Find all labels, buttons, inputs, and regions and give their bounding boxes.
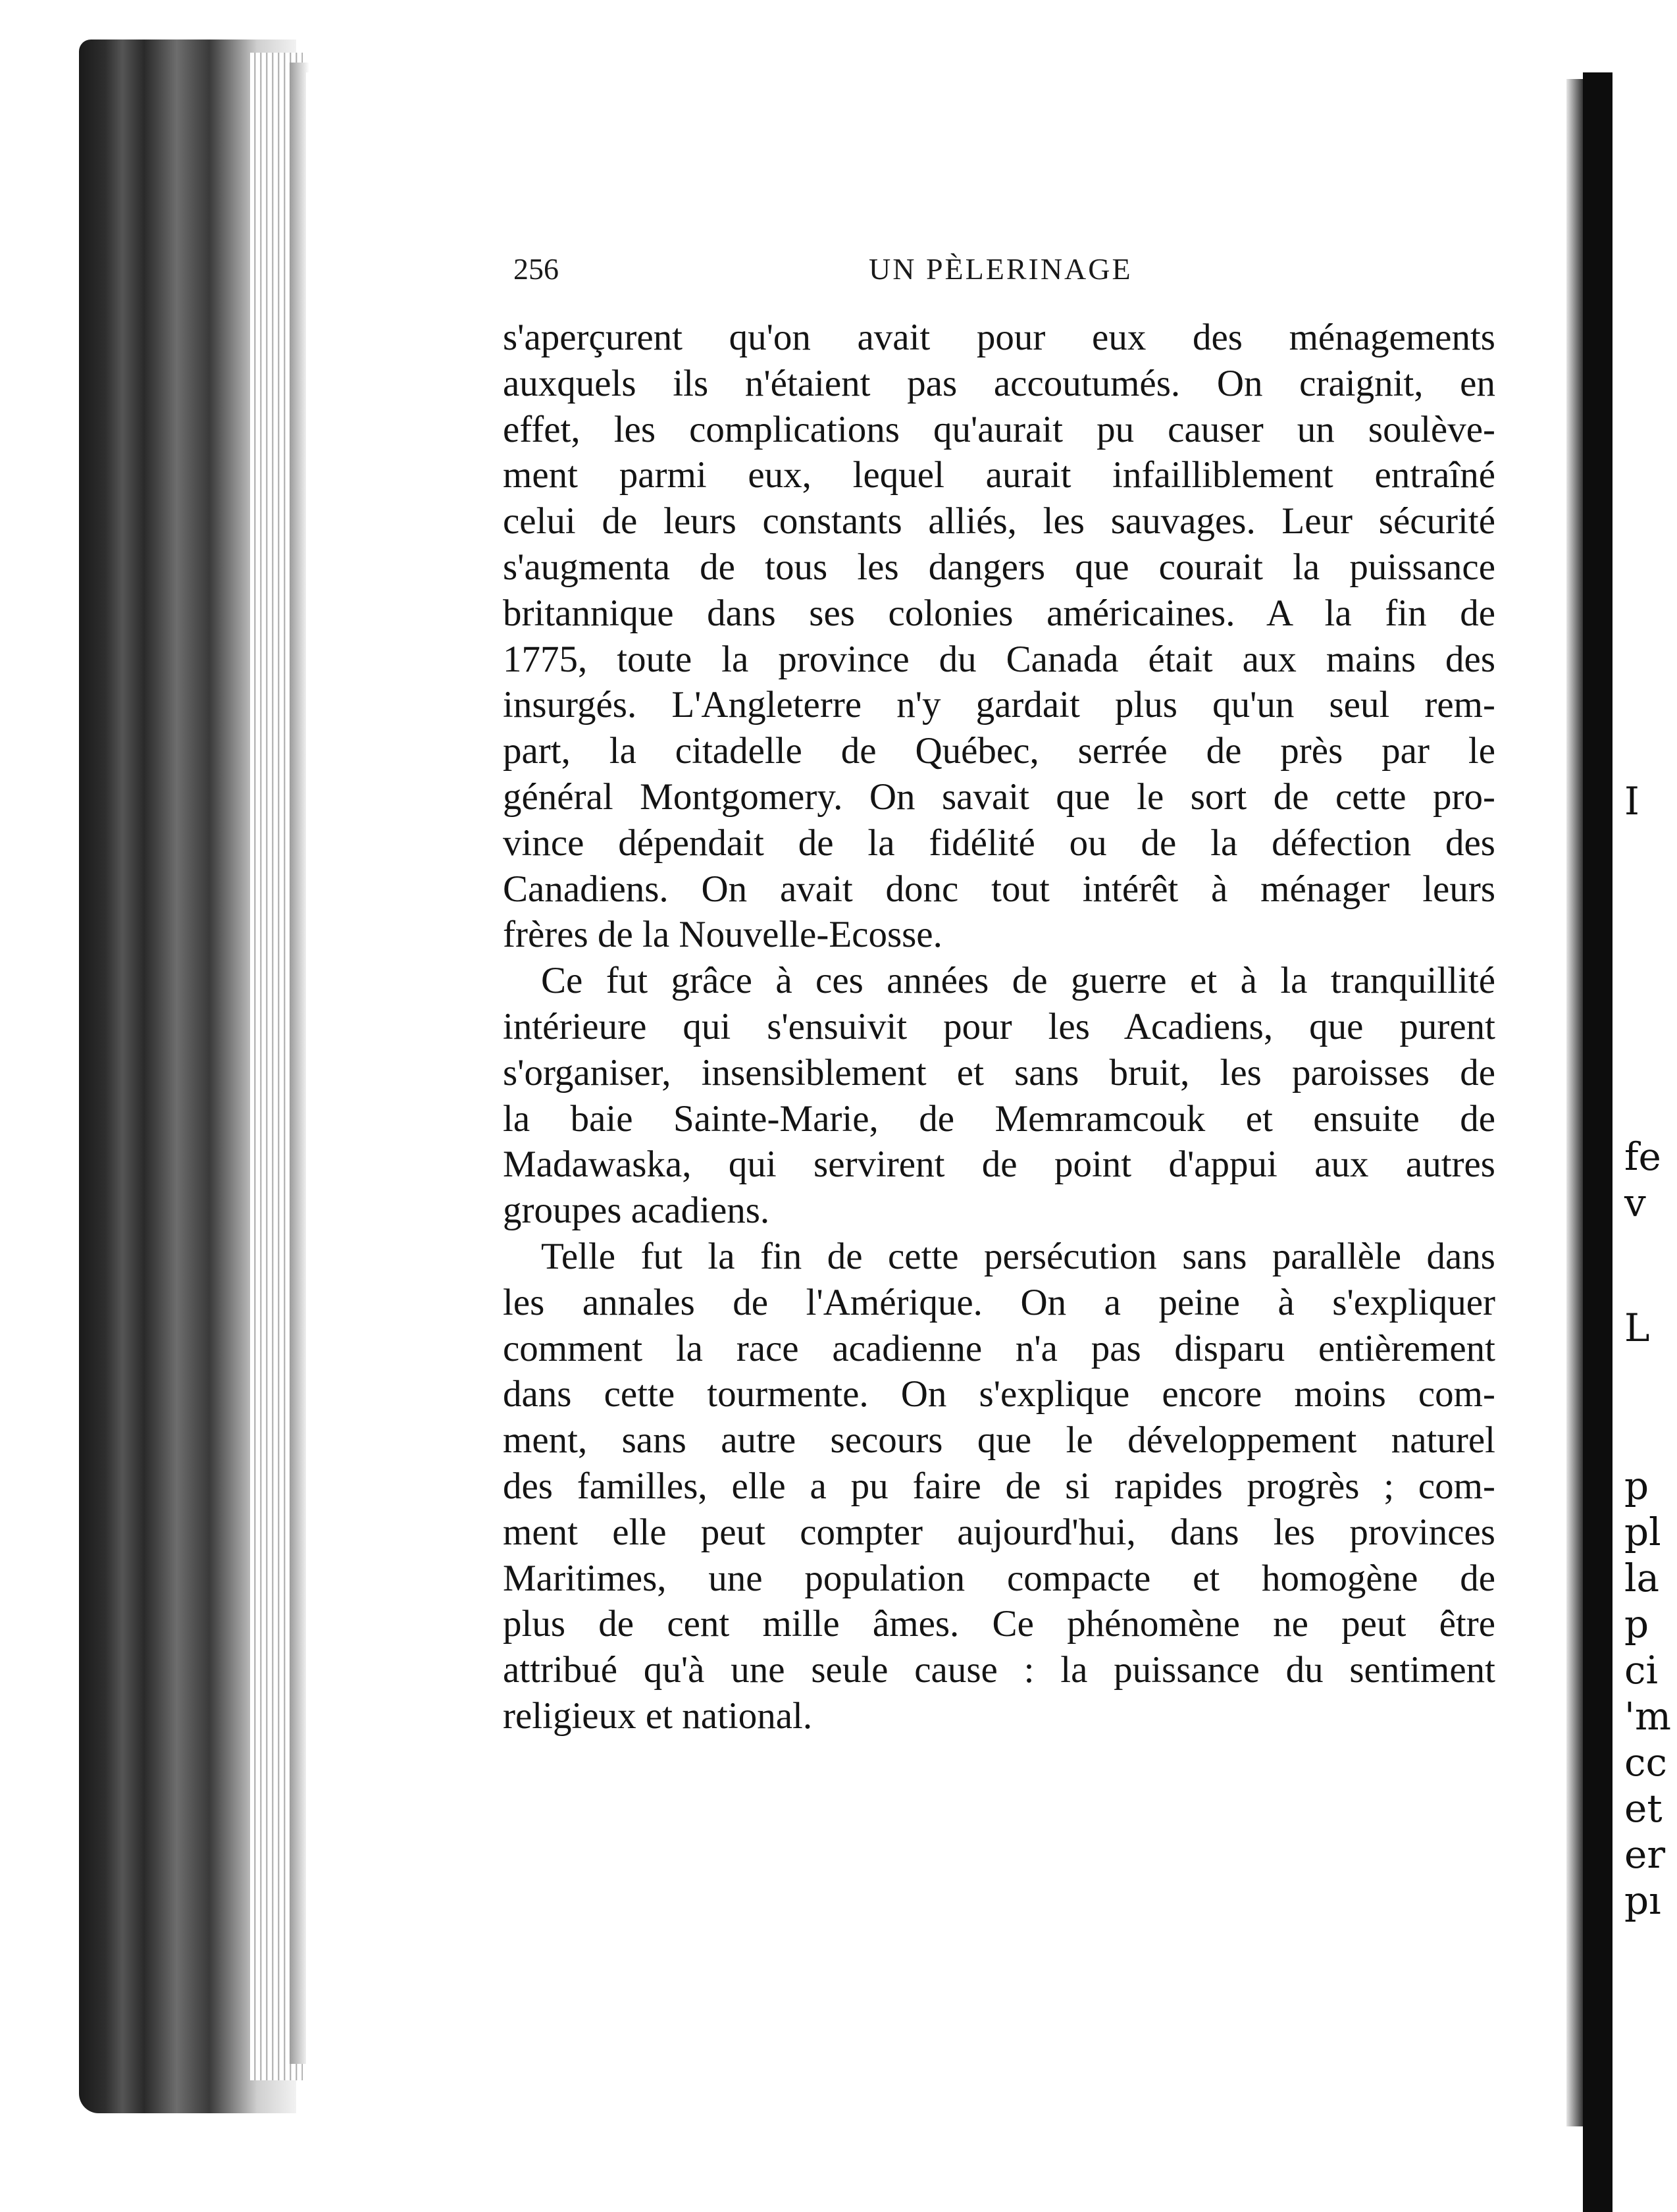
text-line: Telle fut la fin de cette persécution sans parallèle dans <box>541 1235 1495 1277</box>
text-line: auxquels ils n'étaient pas accoutumés. On craignit, en <box>503 362 1495 404</box>
text-line: plus de cent mille âmes. Ce phénomène ne peut être <box>503 1603 1495 1645</box>
running-header <box>513 251 1487 291</box>
neighbor-page-fragment: la <box>1624 1556 1660 1600</box>
paragraph <box>503 1234 1495 1739</box>
text-line: Ce fut grâce à ces années de guerre et à la tranquillité <box>541 960 1495 1002</box>
paragraph <box>503 958 1495 1234</box>
neighbor-page-fragment: ci <box>1624 1648 1659 1693</box>
neighbor-page-fragment: L <box>1624 1305 1650 1350</box>
running-title: UN PÈLERINAGE <box>869 252 1133 286</box>
text-line: frères de la Nouvelle-Ecosse. <box>503 914 942 956</box>
neighbor-page-fragment: er <box>1624 1832 1666 1877</box>
neighbor-page-fragment: pı <box>1624 1878 1661 1923</box>
text-line: attribué qu'à une seule cause : la puissance du sentiment <box>503 1649 1495 1691</box>
paragraph <box>503 315 1495 958</box>
neighbor-page-fragment: pl <box>1624 1510 1661 1554</box>
text-line: groupes acadiens. <box>503 1190 770 1232</box>
text-line: s'augmenta de tous les dangers que courait la puissance <box>503 546 1495 588</box>
text-line: s'organiser, insensiblement et sans bruit, les paroisses de <box>503 1051 1495 1093</box>
neighbor-page <box>1612 66 1677 2212</box>
text-line: vince dépendait de la fidélité ou de la défection des <box>503 822 1495 864</box>
text-line: intérieure qui s'ensuivit pour les Acadiens, que purent <box>503 1005 1495 1047</box>
text-line: général Montgomery. On savait que le sort de cette pro- <box>503 776 1495 818</box>
text-line: celui de leurs constants alliés, les sauvages. Leur sécurité <box>503 500 1495 542</box>
text-line: ment elle peut compter aujourd'hui, dans les provinces <box>503 1511 1495 1553</box>
neighbor-page-fragment: 'm <box>1624 1694 1671 1739</box>
book-gutter <box>1583 72 1612 2212</box>
text-line: part, la citadelle de Québec, serrée de près par le <box>503 730 1495 772</box>
neighbor-page-fragment: v <box>1624 1180 1646 1225</box>
text-line: britannique dans ses colonies américaines. A la fin de <box>503 592 1495 634</box>
text-line: ment, sans autre secours que le développement naturel <box>503 1419 1495 1462</box>
page-number: 256 <box>513 252 559 286</box>
text-line: Maritimes, une population compacte et homogène de <box>503 1557 1495 1599</box>
neighbor-page-fragment: fe <box>1624 1134 1661 1179</box>
text-line: effet, les complications qu'aurait pu causer un soulève- <box>503 408 1495 450</box>
text-line: les annales de l'Amérique. On a peine à s'expliquer <box>503 1281 1495 1323</box>
neighbor-page-fragment: cc <box>1624 1740 1667 1785</box>
text-line: Madawaska, qui servirent de point d'appui aux autres <box>503 1144 1495 1186</box>
neighbor-page-fragment: et <box>1624 1786 1663 1831</box>
body-text <box>503 315 1495 1739</box>
text-line: insurgés. L'Angleterre n'y gardait plus qu'un seul rem- <box>503 684 1495 726</box>
neighbor-page-fragment: I <box>1624 779 1639 824</box>
text-line: Canadiens. On avait donc tout intérêt à ménager leurs <box>503 868 1495 910</box>
text-line: religieux et national. <box>503 1695 813 1737</box>
text-line: des familles, elle a pu faire de si rapides progrès ; com- <box>503 1465 1495 1507</box>
text-line: comment la race acadienne n'a pas disparu entièrement <box>503 1327 1495 1369</box>
text-line: 1775, toute la province du Canada était aux mains des <box>503 638 1495 680</box>
text-line: dans cette tourmente. On s'explique encore moins com- <box>503 1373 1495 1415</box>
text-line: ment parmi eux, lequel aurait infailliblement entraîné <box>503 454 1495 496</box>
text-line: s'aperçurent qu'on avait pour eux des ménagements <box>503 317 1495 358</box>
text-line: la baie Sainte-Marie, de Memramcouk et ensuite de <box>503 1097 1495 1140</box>
neighbor-page-fragment: p <box>1624 1602 1649 1646</box>
neighbor-page-fragment: p <box>1624 1463 1649 1508</box>
